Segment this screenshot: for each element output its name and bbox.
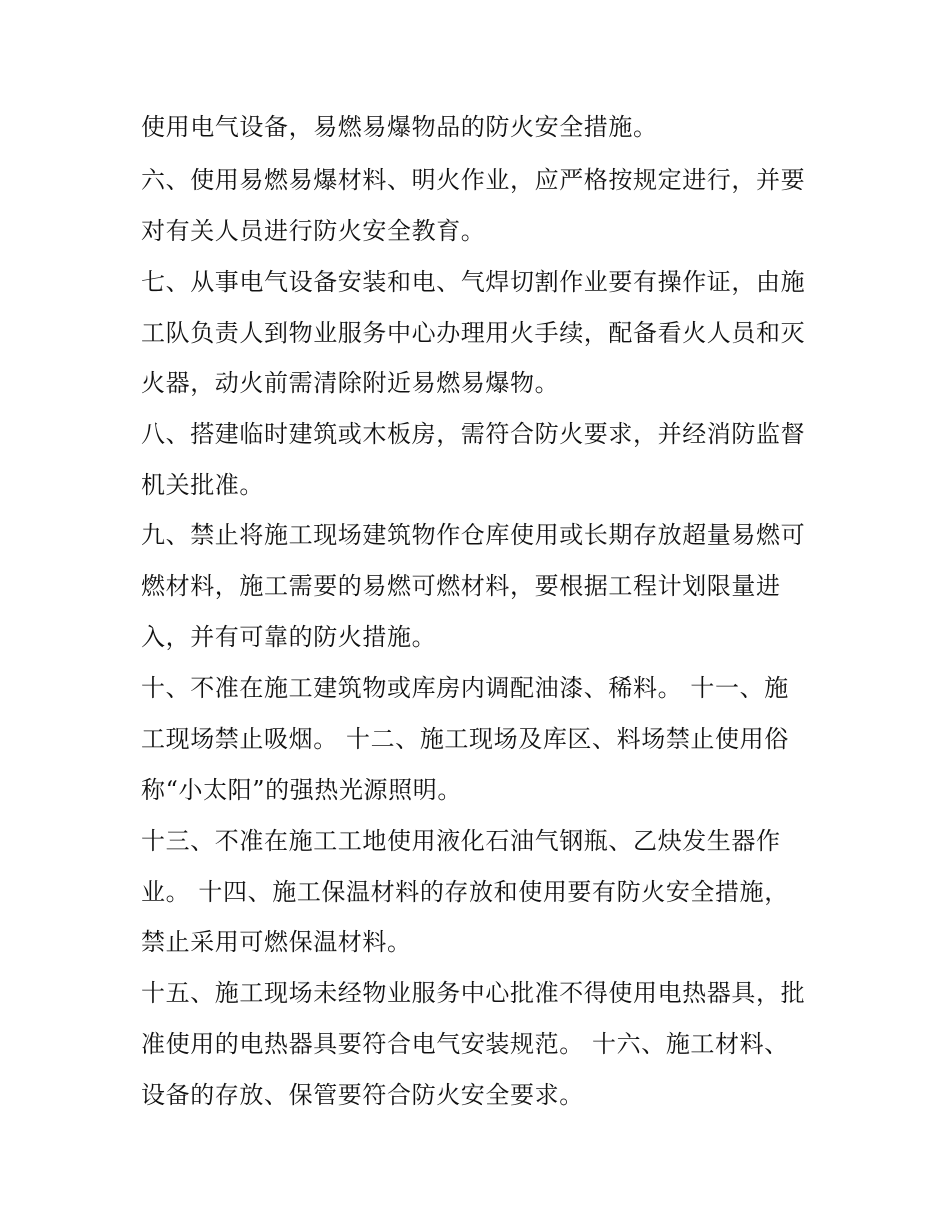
text-line: 工队负责人到物业服务中心办理用火手续，配备看火人员和灭 (141, 319, 806, 347)
text-line: 使用电气设备，易燃易爆物品的防火安全措施。 (141, 113, 658, 141)
text-line: 九、禁止将施工现场建筑物作仓库使用或长期存放超量易燃可 (141, 521, 806, 549)
text-line: 称“小太阳”的强热光源照明。 (141, 776, 462, 804)
text-line: 八、搭建临时建筑或木板房，需符合防火要求，并经消防监督 (141, 420, 806, 448)
text-line: 七、从事电气设备安装和电、气焊切割作业要有操作证，由施 (141, 268, 806, 296)
text-line: 十、不准在施工建筑物或库房内调配油漆、稀料。 十一、施 (141, 674, 789, 702)
text-line: 十三、不准在施工工地使用液化石油气钢瓶、乙炔发生器作 (141, 827, 781, 855)
text-line: 燃材料，施工需要的易燃可燃材料，要根据工程计划限量进 (141, 572, 781, 600)
text-line: 十五、施工现场未经物业服务中心批准不得使用电热器具，批 (141, 979, 806, 1007)
text-line: 禁止采用可燃保温材料。 (141, 928, 412, 956)
text-line: 入，并有可靠的防火措施。 (141, 623, 437, 651)
text-line: 机关批准。 (141, 471, 264, 499)
text-line: 设备的存放、保管要符合防火安全要求。 (141, 1081, 584, 1109)
text-line: 业。 十四、施工保温材料的存放和使用要有防火安全措施， (141, 878, 789, 906)
text-line: 六、使用易燃易爆材料、明火作业，应严格按规定进行，并要 (141, 166, 806, 194)
text-line: 准使用的电热器具要符合电气安装规范。 十六、施工材料、 (141, 1030, 789, 1058)
text-line: 对有关人员进行防火安全教育。 (141, 217, 486, 245)
text-line: 火器，动火前需清除附近易燃易爆物。 (141, 369, 560, 397)
text-line: 工现场禁止吸烟。 十二、施工现场及库区、料场禁止使用俗 (141, 725, 789, 753)
